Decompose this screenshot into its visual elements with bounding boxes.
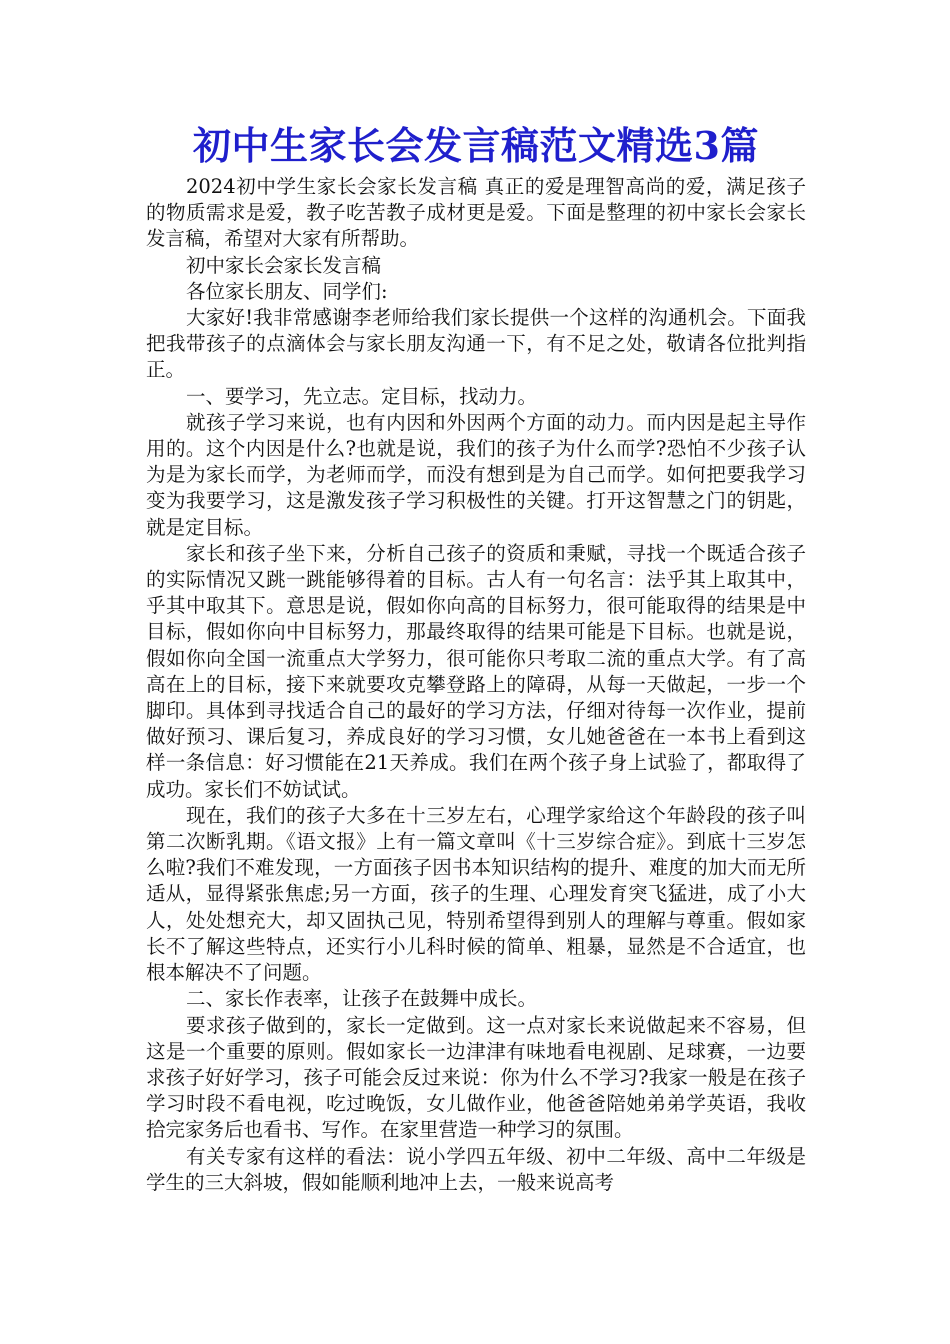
paragraph-role-model: 要求孩子做到的，家长一定做到。这一点对家长来说做起来不容易，但这是一个重要的原则。假如家长一边津津有味地看电视剧、足球赛，一边要求孩子好好学习，孩子可能会反过来说：你为什么不学习?我家一般是在孩子学习时段不看电视，吃过晚饭，女儿做作业，他爸爸陪她弟弟学英语，我收拾完家务后也看书、写作。在家里营造一种学习的氛围。 <box>146 1013 806 1142</box>
document-title: 初中生家长会发言稿范文精选3篇 <box>193 123 759 168</box>
paragraph-salutation: 各位家长朋友、同学们: <box>185 279 388 303</box>
section-heading-2: 二、家长作表率，让孩子在鼓舞中成长。 <box>185 987 537 1011</box>
paragraph-expert-view: 有关专家有这样的看法：说小学四五年级、初中二年级、高中二年级是学生的三大斜坡，假如能顺利地冲上去，一般来说高考 <box>146 1144 806 1194</box>
paragraph-age-thirteen: 现在，我们的孩子大多在十三岁左右，心理学家给这个年龄段的孩子叫第二次断乳期。《语文报》上有一篇文章叫《十三岁综合症》。到底十三岁怎么啦?我们不难发现，一方面孩子因书本知识结构的提升、难度的加大而无所适从，显得紧张焦虑;另一方面，孩子的生理、心理发育突飞猛进，成了小大人，处处想充大，却又固执己见，特别希望得到别人的理解与尊重。假如家长不了解这些特点，还实行小儿科时候的简单、粗暴，显然是不合适宜，也根本解决不了问题。 <box>146 803 806 985</box>
paragraph-motivation: 就孩子学习来说，也有内因和外因两个方面的动力。而内因是起主导作用的。这个内因是什么?也就是说，我们的孩子为什么而学?恐怕不少孩子认为是为家长而学，为老师而学，而没有想到是为自己而学。如何把要我学习变为我要学习，这是激发孩子学习积极性的关键。打开这智慧之门的钥匙，就是定目标。 <box>146 410 806 539</box>
paragraph-intro: 2024初中学生家长会家长发言稿 真正的爱是理智高尚的爱，满足孩子的物质需求是爱，教子吃苦教子成材更是爱。下面是整理的初中家长会家长发言稿，希望对大家有所帮助。 <box>146 175 806 251</box>
section-heading-1: 一、要学习，先立志。定目标，找动力。 <box>185 384 537 408</box>
paragraph-goals: 家长和孩子坐下来，分析自己孩子的资质和秉赋，寻找一个既适合孩子的实际情况又跳一跳能够得着的目标。古人有一句名言：法乎其上取其中，乎其中取其下。意思是说，假如你向高的目标努力，很可能取得的结果是中目标，假如你向中目标努力，那最终取得的结果可能是下目标。也就是说，假如你向全国一流重点大学努力，很可能你只考取二流的重点大学。有了高高在上的目标，接下来就要攻克攀登路上的障碍，从每一天做起，一步一个脚印。具体到寻找适合自己的最好的学习方法，仔细对待每一次作业，提前做好预习、课后复习，养成良好的学习习惯，女儿她爸爸在一本书上看到这样一条信息：好习惯能在21天养成。我们在两个孩子身上试验了，都取得了成功。家长们不妨试试。 <box>146 541 806 801</box>
paragraph-subtitle: 初中家长会家长发言稿 <box>185 253 381 277</box>
paragraph-greeting: 大家好!我非常感谢李老师给我们家长提供一个这样的沟通机会。下面我把我带孩子的点滴体会与家长朋友沟通一下，有不足之处，敬请各位批判指正。 <box>146 306 806 382</box>
document-body <box>146 174 806 1196</box>
document-page <box>146 118 806 1196</box>
